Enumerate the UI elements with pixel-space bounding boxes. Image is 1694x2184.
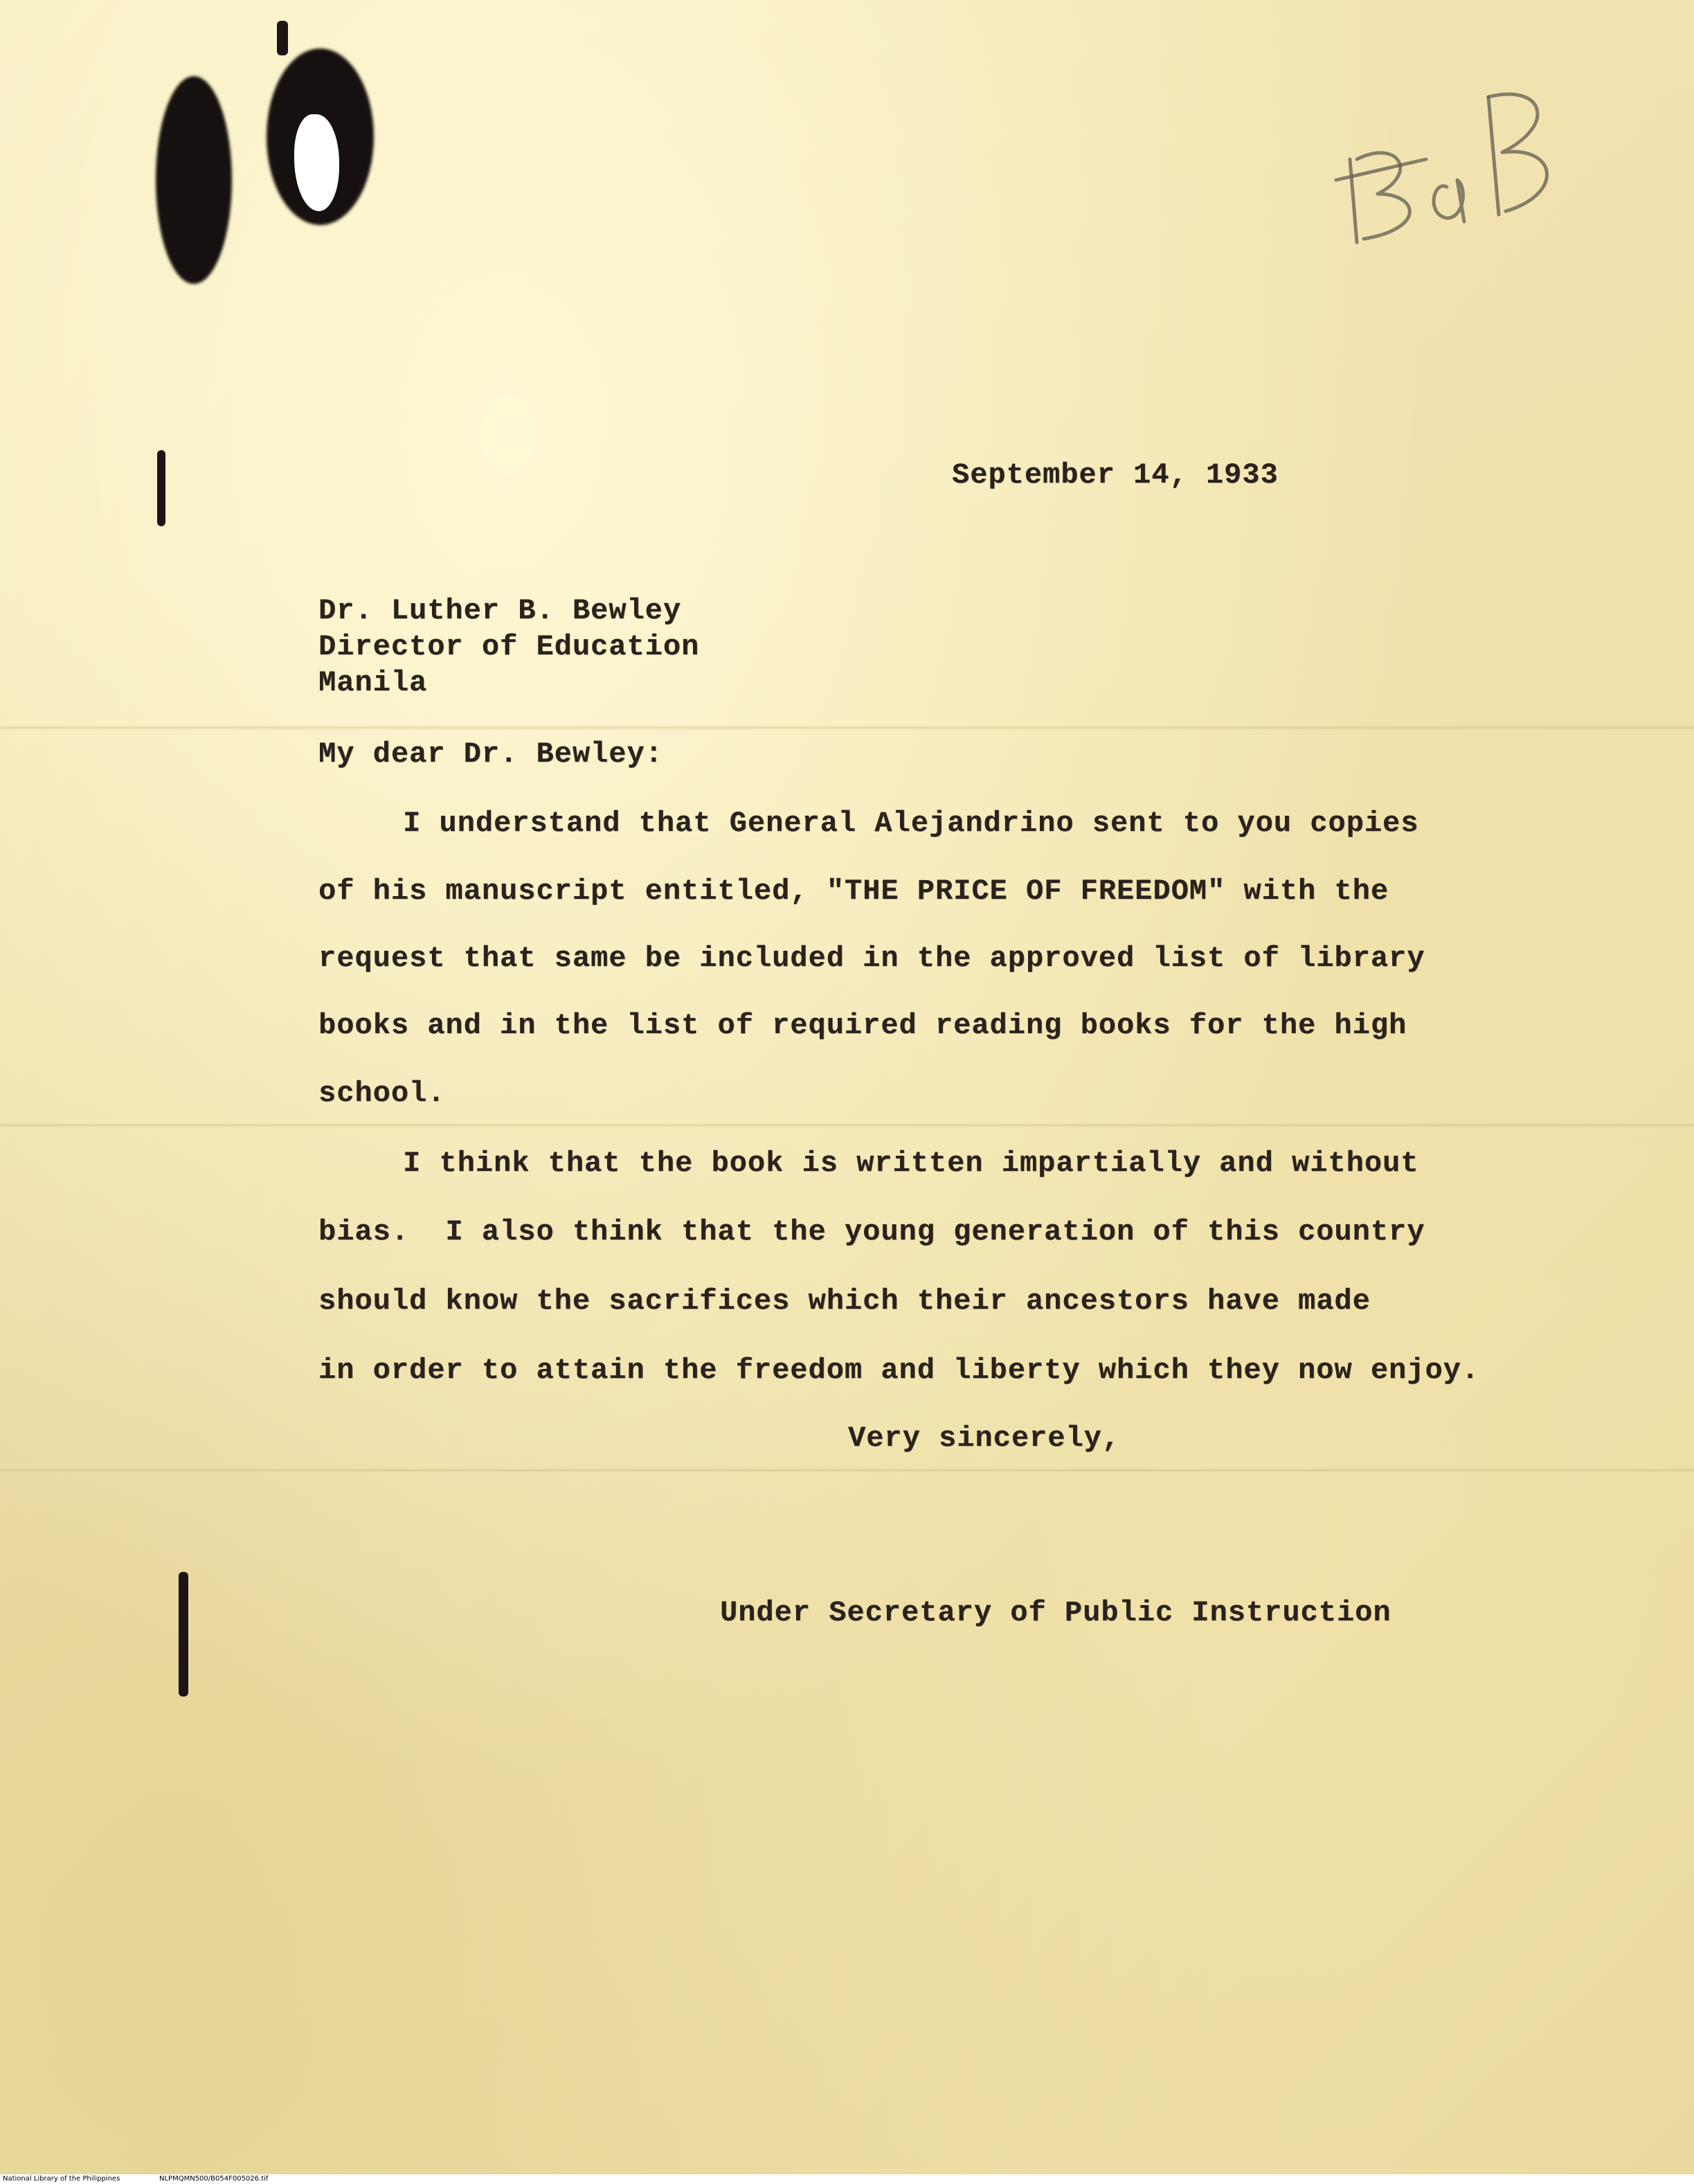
paragraph-1-line-5: school. [318,1077,446,1110]
paragraph-1-line-3: request that same be included in the approved list of library [318,942,1425,975]
paragraph-1-line-2: of his manuscript entitled, "THE PRICE OF FREEDOM" with the [318,875,1389,908]
paper-fold-crease [0,1123,1694,1127]
paper-fold-crease [0,1468,1694,1472]
recipient-title: Director of Education [318,630,700,663]
recipient-name: Dr. Luther B. Bewley [318,594,682,627]
paragraph-1-line-1: I understand that General Alejandrino sent to you copies [403,807,1419,840]
binding-mark-upper [157,450,165,526]
pencil-annotation-drawing [1315,76,1592,256]
paragraph-2-line-4: in order to attain the freedom and liberty which they now enjoy. [318,1354,1480,1387]
closing: Very sincerely, [848,1422,1121,1455]
binding-mark-lower [179,1572,188,1697]
signature-title: Under Secretary of Public Instruction [720,1596,1391,1629]
paragraph-1-line-4: books and in the list of required reading books for the high [318,1009,1407,1042]
paragraph-2-line-3: should know the sacrifices which their ancestors have made [318,1285,1371,1318]
ink-stroke [277,21,288,55]
paragraph-2-line-2: bias. I also think that the young generation of this country [318,1215,1425,1248]
paper-fold-crease [0,726,1694,730]
recipient-city: Manila [318,666,428,699]
ink-blot-left [156,76,232,284]
salutation: My dear Dr. Bewley: [318,737,663,771]
paragraph-2-line-1: I think that the book is written impartially and without [403,1147,1419,1180]
letter-date: September 14, 1933 [952,458,1279,492]
footer-library: National Library of the Philippines [3,2175,120,2183]
footer-file-id: NLPMQMN500/B054F005026.tif [159,2175,269,2183]
pencil-annotation-text [1357,125,1369,131]
